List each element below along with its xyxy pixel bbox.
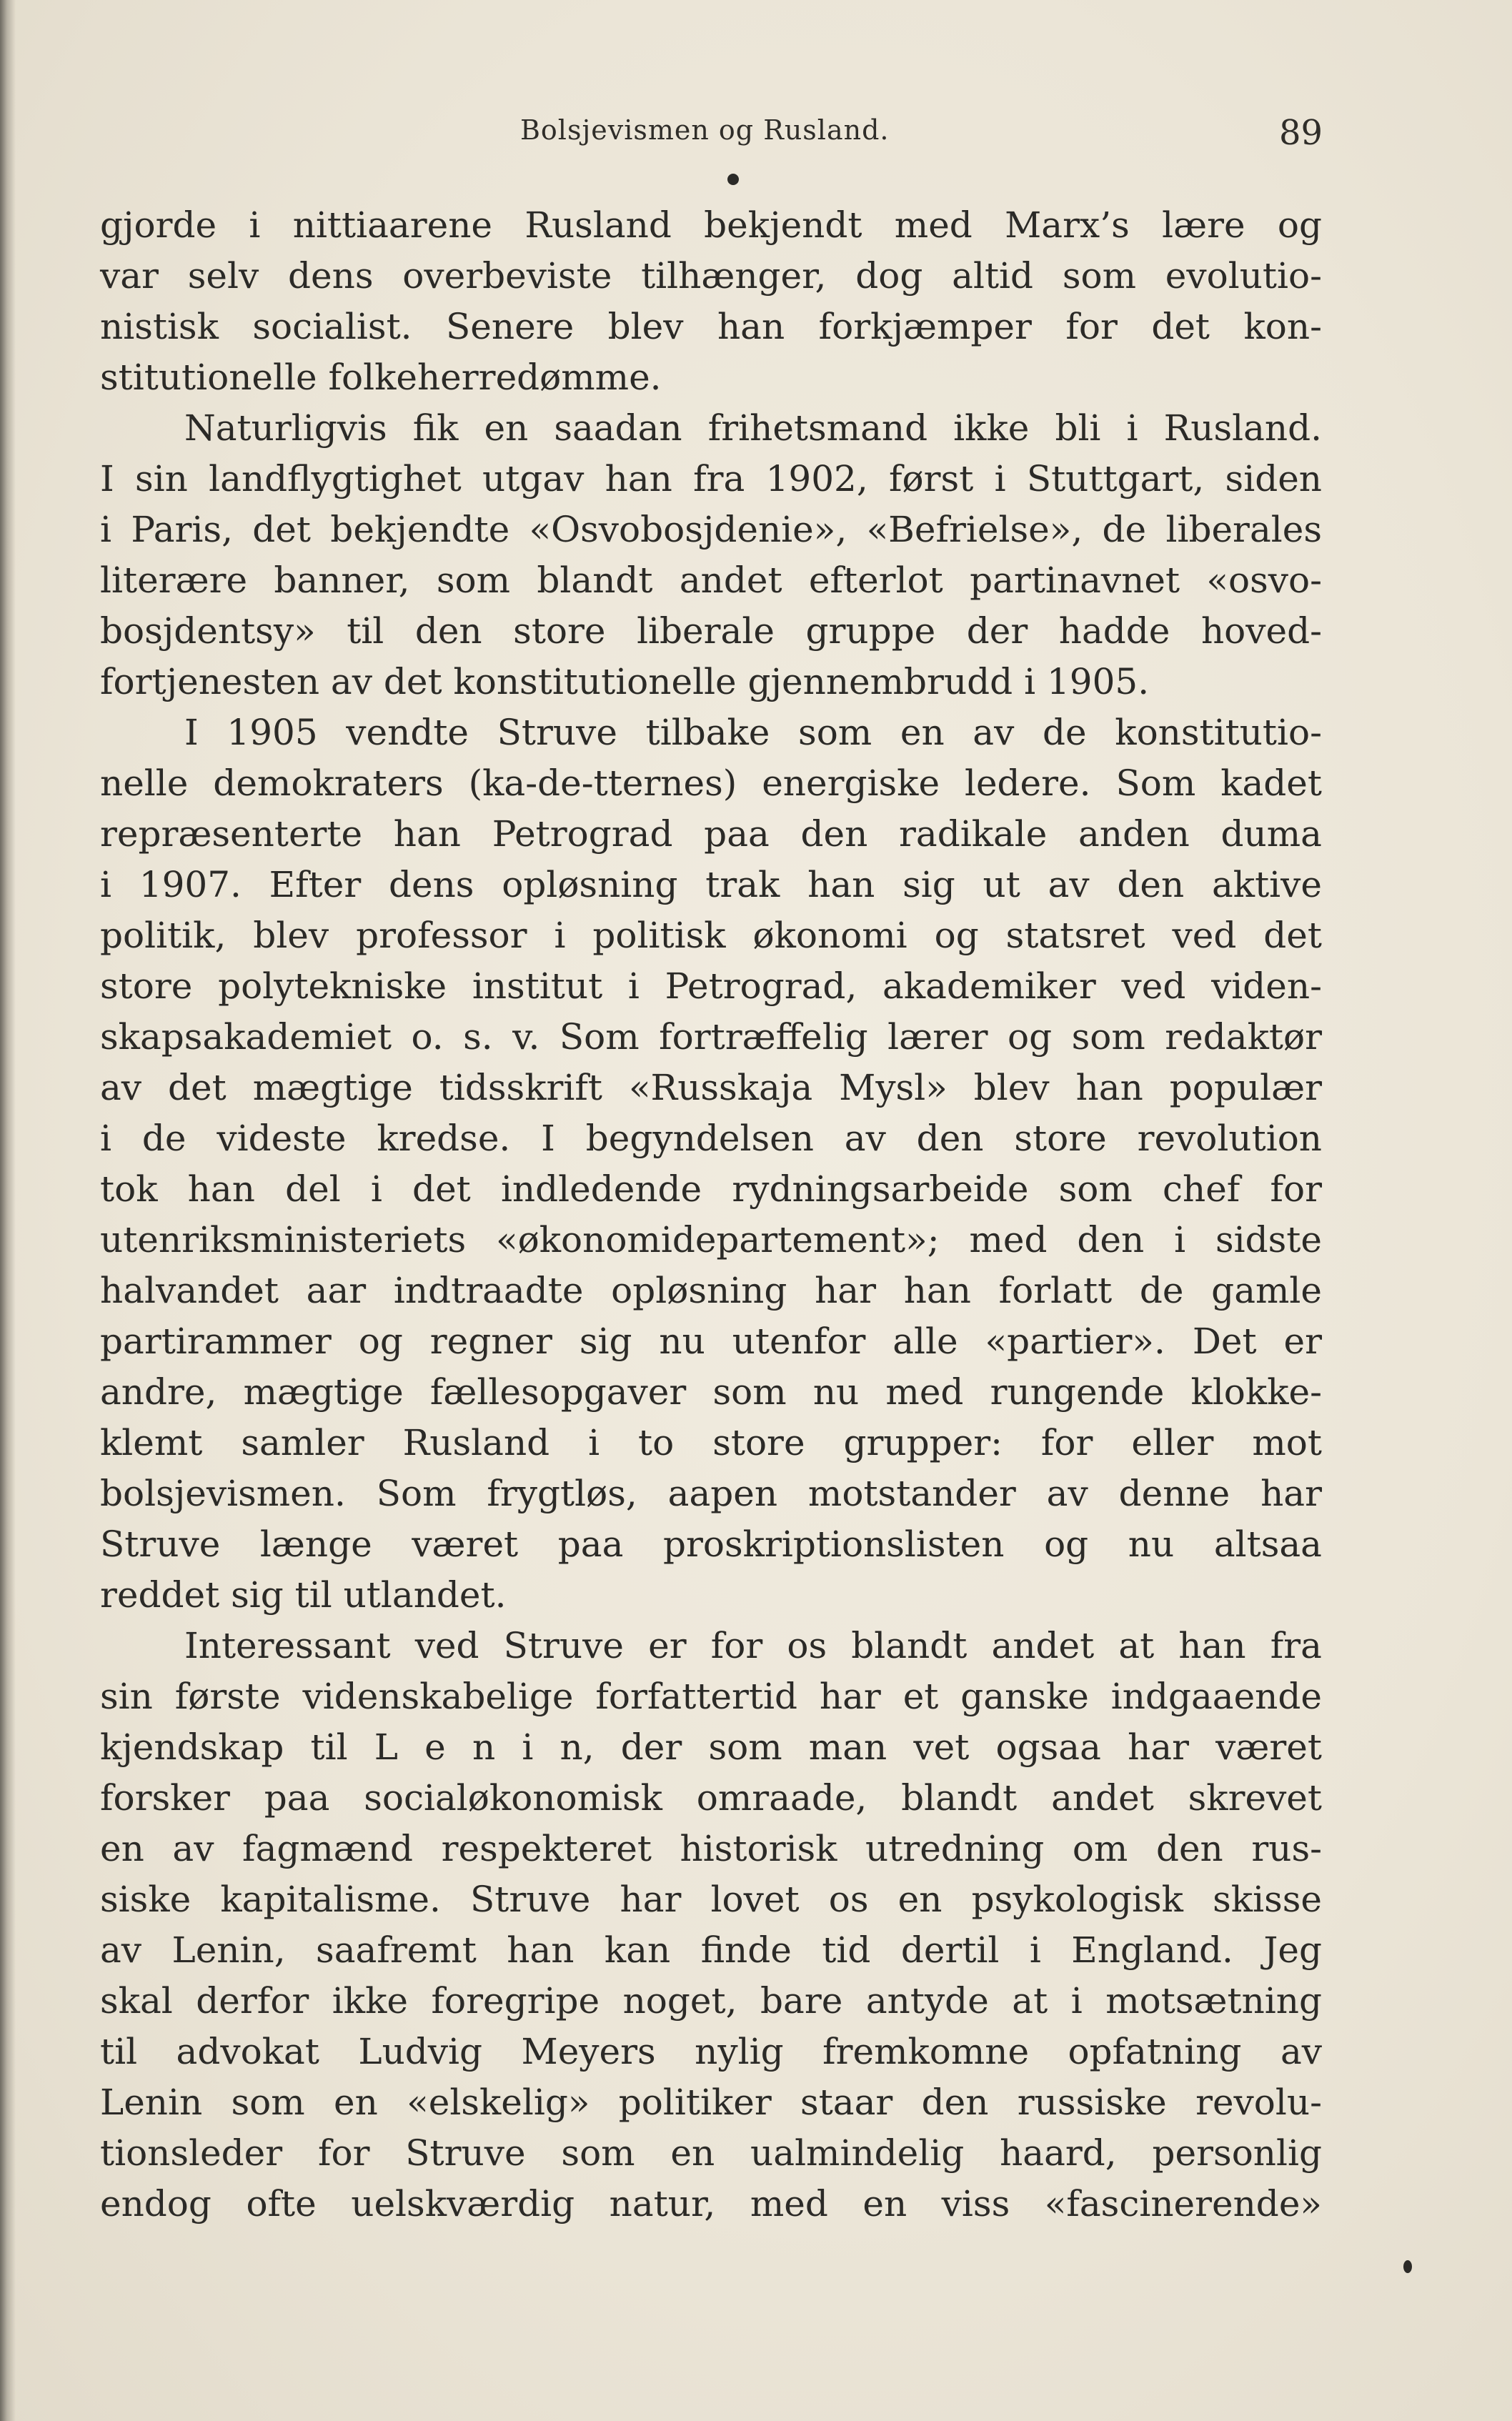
- body-line: kjendskap til L e n i n, der som man vet ogsaa har været: [100, 1726, 1322, 1768]
- body-line: i Paris, det bekjendte «Osvobosjdenie», «Befrielse», de liberales: [100, 509, 1322, 550]
- body-line: klemt samler Rusland i to store grupper: for eller mot: [100, 1422, 1322, 1463]
- body-line: halvandet aar indtraadte opløsning har han forlatt de gamle: [100, 1270, 1322, 1311]
- body-line: en av fagmænd respekteret historisk utredning om den rus-: [100, 1828, 1322, 1869]
- body-line: I 1905 vendte Struve tilbake som en av de konstitutio-: [184, 712, 1322, 753]
- page-number: 89: [1279, 113, 1323, 153]
- body-line: i 1907. Efter dens opløsning trak han sig ut av den aktive: [100, 864, 1322, 905]
- body-line: i de videste kredse. I begyndelsen av den store revolution: [100, 1118, 1322, 1159]
- body-text: [100, 200, 1322, 2229]
- body-line: literære banner, som blandt andet efterlot partinavnet «osvo-: [100, 560, 1322, 601]
- body-line: Struve længe været paa proskriptionslisten og nu altsaa: [100, 1523, 1322, 1565]
- body-line: endog ofte uelskværdig natur, med en viss «fascinerende»: [100, 2183, 1322, 2224]
- body-line: av det mægtige tidsskrift «Russkaja Mysl» blev han populær: [100, 1067, 1322, 1108]
- body-line: store polytekniske institut i Petrograd, akademiker ved viden-: [100, 965, 1322, 1007]
- body-line: andre, mægtige fællesopgaver som nu med rungende klokke-: [100, 1371, 1322, 1413]
- body-line: utenriksministeriets «økonomidepartement»; med den i sidste: [100, 1219, 1322, 1261]
- body-line: I sin landflygtighet utgav han fra 1902, først i Stuttgart, siden: [100, 458, 1322, 499]
- body-line: skapsakademiet o. s. v. Som fortræffelig lærer og som redaktør: [100, 1016, 1322, 1058]
- body-line: Lenin som en «elskelig» politiker staar den russiske revolu-: [100, 2082, 1322, 2123]
- body-line: partirammer og regner sig nu utenfor alle «partier». Det er: [100, 1321, 1322, 1362]
- body-line: fortjenesten av det konstitutionelle gjennembrudd i 1905.: [100, 661, 1150, 702]
- body-line: forsker paa socialøkonomisk omraade, blandt andet skrevet: [100, 1777, 1322, 1819]
- body-line: stitutionelle folkeherredømme.: [100, 357, 662, 398]
- body-line: nistisk socialist. Senere blev han forkjæmper for det kon-: [100, 306, 1322, 347]
- body-line: bolsjevismen. Som frygtløs, aapen motstander av denne har: [100, 1473, 1322, 1514]
- body-line: tok han del i det indledende rydningsarbeide som chef for: [100, 1168, 1322, 1210]
- spine-shadow: [0, 0, 16, 2421]
- body-line: bosjdentsy» til den store liberale gruppe der hadde hoved-: [100, 610, 1322, 652]
- body-line: siske kapitalisme. Struve har lovet os en psykologisk skisse: [100, 1879, 1322, 1920]
- body-line: av Lenin, saafremt han kan finde tid dertil i England. Jeg: [100, 1929, 1322, 1971]
- body-line: Naturligvis fik en saadan frihetsmand ikke bli i Rusland.: [184, 407, 1322, 449]
- running-head: Bolsjevismen og Rusland.: [520, 114, 890, 146]
- ink-speck-top: [727, 174, 739, 185]
- body-line: til advokat Ludvig Meyers nylig fremkomne opfatning av: [100, 2031, 1322, 2072]
- body-line: var selv dens overbeviste tilhænger, dog altid som evolutio-: [100, 255, 1322, 297]
- body-line: skal derfor ikke foregripe noget, bare antyde at i motsætning: [100, 1980, 1322, 2022]
- ink-speck-bottom: [1403, 2260, 1412, 2273]
- body-line: Interessant ved Struve er for os blandt andet at han fra: [184, 1625, 1322, 1666]
- body-line: gjorde i nittiaarene Rusland bekjendt med Marx’s lære og: [100, 204, 1322, 246]
- body-line: reddet sig til utlandet.: [100, 1574, 507, 1616]
- body-line: tionsleder for Struve som en ualmindelig haard, personlig: [100, 2132, 1322, 2174]
- body-line: nelle demokraters (ka-de-tternes) energiske ledere. Som kadet: [100, 762, 1322, 804]
- body-line: repræsenterte han Petrograd paa den radikale anden duma: [100, 813, 1322, 855]
- body-line: sin første videnskabelige forfattertid har et ganske indgaaende: [100, 1676, 1322, 1717]
- body-line: politik, blev professor i politisk økonomi og statsret ved det: [100, 915, 1322, 956]
